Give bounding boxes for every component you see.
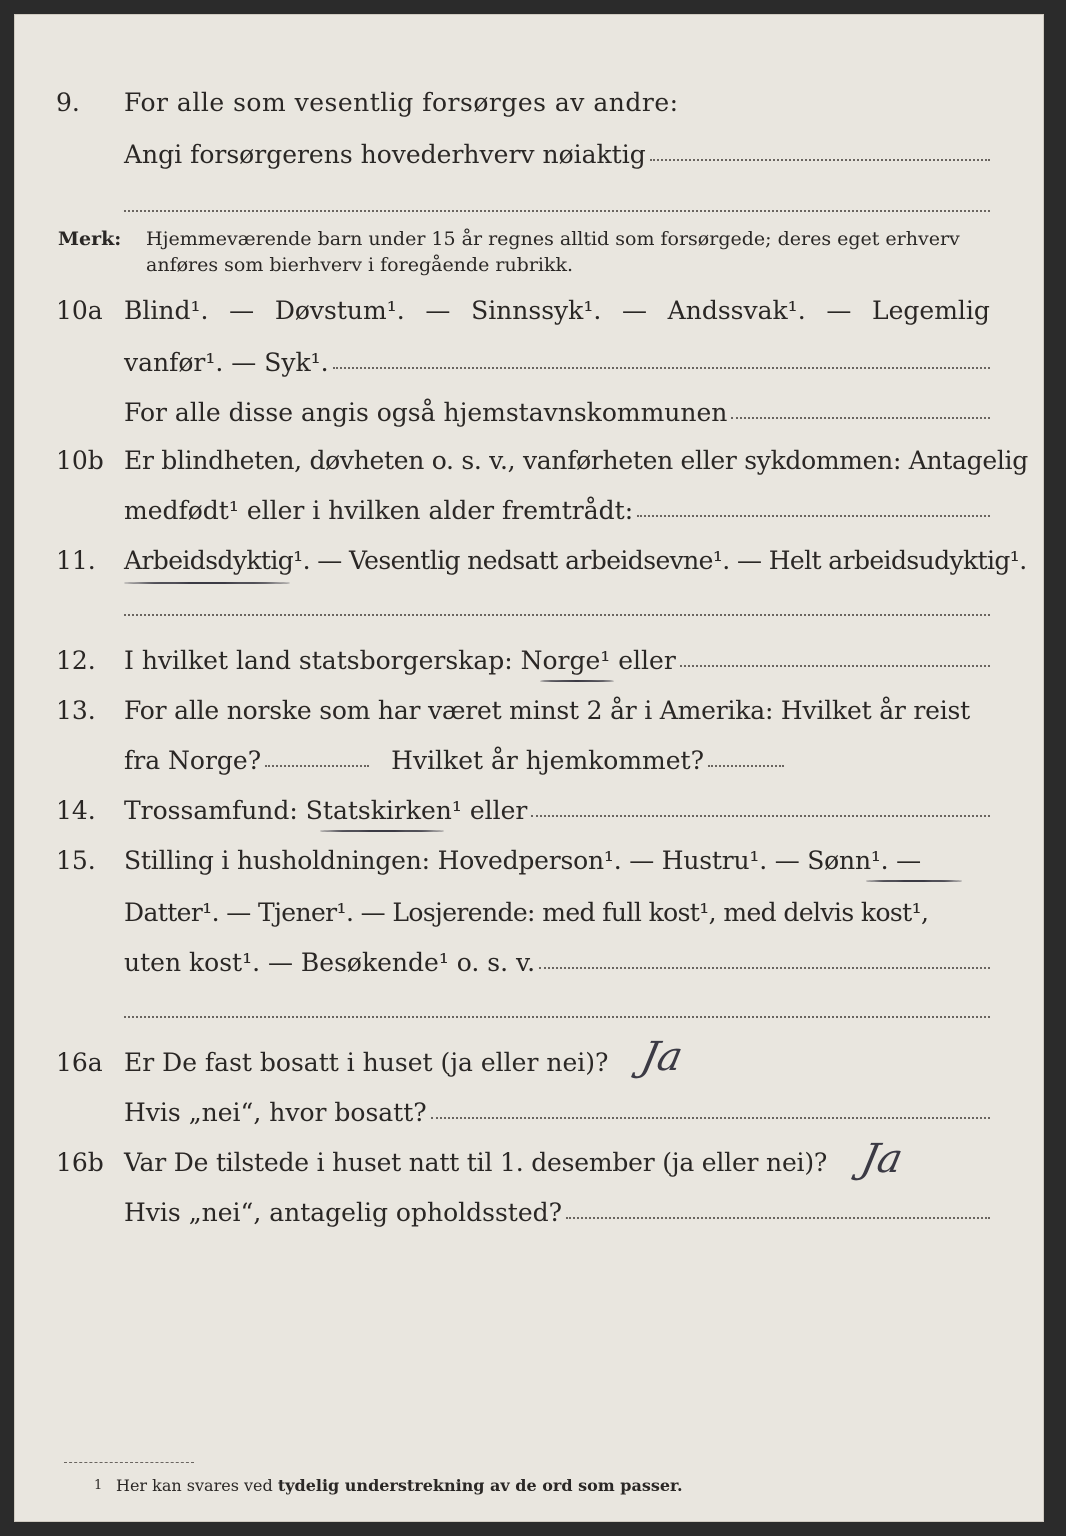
q9-provider-label: Angi forsørgerens hovederhverv nøiaktig [124, 140, 646, 169]
q10b-line1 [0, 446, 1066, 486]
merk-label: Merk: [58, 228, 122, 250]
q14-line1 [0, 796, 1066, 836]
q13-number: 13. [56, 696, 96, 725]
q16b-handwritten-answer: Ja [857, 1136, 907, 1182]
q10a-text3: For alle disse angis også hjemstavnskommunen [124, 398, 728, 427]
opholdssted-field[interactable] [566, 1217, 990, 1219]
q12-number: 12. [56, 646, 96, 675]
q13-reist-label: fra Norge? [124, 746, 262, 775]
hjemkommet-year-field[interactable] [708, 765, 784, 767]
q10b-text2: medfødt¹ eller i hvilken alder fremtrådt: [124, 496, 634, 525]
norge-handwritten-underline [540, 680, 614, 682]
q9-line2 [0, 140, 1066, 180]
q15-text2: Datter¹. — Tjener¹. — Losjerende: med full kost¹, med delvis kost¹, [124, 898, 929, 927]
q10a-line2 [0, 348, 1066, 388]
q10a-number: 10a [56, 296, 103, 325]
footnote-bold-text: tydelig understrekning av de ord som passer. [277, 1476, 683, 1495]
q16b-line1 [0, 1148, 1066, 1188]
q16b-text2: Hvis „nei“, antagelig opholdssted? [124, 1198, 563, 1227]
q11-number: 11. [56, 546, 96, 575]
q15-number: 15. [56, 846, 96, 875]
q16b-line2 [0, 1198, 1066, 1238]
trossamfund-field[interactable] [531, 815, 990, 817]
q11-line1 [0, 546, 1066, 586]
sonn-handwritten-underline [866, 880, 962, 882]
arbeidsdyktig-handwritten-underline [124, 582, 290, 584]
q16a-line1 [0, 1048, 1066, 1088]
q13-line1 [0, 696, 1066, 736]
q9-extra-field[interactable] [124, 210, 990, 212]
merk-line2 [0, 254, 1066, 294]
statskirken-handwritten-underline [320, 830, 444, 832]
q12-text: I hvilket land statsborgerskap: Norge¹ eller [124, 646, 676, 675]
option-dovstum[interactable]: Døvstum¹. [274, 296, 405, 325]
q10a-options: Blind¹. — Døvstum¹. — Sinnssyk¹. — Andssvak¹. — Legemlig [124, 296, 990, 325]
q10b-text1: Er blindheten, døvheten o. s. v., vanførheten eller sykdommen: Antagelig [124, 446, 1028, 475]
q15-text1: Stilling i husholdningen: Hovedperson¹. — Hustru¹. — Sønn¹. — [124, 846, 921, 875]
footnote-text: Her kan svares ved [116, 1476, 278, 1495]
bosatt-field[interactable] [431, 1117, 990, 1119]
q13-hjemkommet-label: Hvilket år hjemkommet? [391, 746, 705, 775]
q12-line1 [0, 646, 1066, 686]
statsborgerskap-field[interactable] [680, 665, 990, 667]
footnote-mark: 1 [94, 1478, 103, 1493]
q9-line1 [0, 88, 1066, 128]
q10b-number: 10b [56, 446, 104, 475]
option-sinnssyk[interactable]: Sinnssyk¹. [471, 296, 602, 325]
q10a-line3 [0, 398, 1066, 438]
q10a-line1 [0, 296, 1066, 336]
q10a-field[interactable] [333, 367, 990, 369]
q10a-text2: vanfør¹. — Syk¹. [124, 348, 329, 377]
q15-text3: uten kost¹. — Besøkende¹ o. s. v. [124, 948, 536, 977]
hjemstavnskommune-field[interactable] [731, 417, 990, 419]
q16a-handwritten-answer: Ja [637, 1034, 687, 1080]
q15-line2 [0, 898, 1066, 938]
q9-provider-field[interactable] [650, 159, 990, 161]
reist-year-field[interactable] [265, 765, 369, 767]
merk-text2: anføres som bierhverv i foregående rubrikk. [146, 254, 574, 276]
q11-extra-field[interactable] [124, 614, 990, 616]
q15-extra-field[interactable] [124, 1016, 990, 1018]
q16a-line2 [0, 1098, 1066, 1138]
q10b-line2 [0, 496, 1066, 536]
q15-field[interactable] [539, 967, 990, 969]
q16b-text1: Var De tilstede i huset natt til 1. desember (ja eller nei)? [124, 1148, 828, 1177]
q16b-number: 16b [56, 1148, 104, 1177]
footnote-rule [64, 1462, 194, 1463]
q9-text: For alle som vesentlig forsørges av andre: [124, 88, 679, 117]
option-blind[interactable]: Blind¹. [124, 296, 209, 325]
q13-line2 [0, 746, 1066, 786]
q16a-text1: Er De fast bosatt i huset (ja eller nei)? [124, 1048, 609, 1077]
q16a-text2: Hvis „nei“, hvor bosatt? [124, 1098, 427, 1127]
option-andssvak[interactable]: Andssvak¹. [667, 296, 806, 325]
q14-number: 14. [56, 796, 96, 825]
q16a-number: 16a [56, 1048, 103, 1077]
q13-text1: For alle norske som har været minst 2 år i Amerika: Hvilket år reist [124, 696, 971, 725]
q10b-field[interactable] [637, 515, 990, 517]
q11-text: Arbeidsdyktig¹. — Vesentlig nedsatt arbeidsevne¹. — Helt arbeidsudyktig¹. [124, 546, 1027, 575]
q14-text: Trossamfund: Statskirken¹ eller [124, 796, 528, 825]
q15-line3 [0, 948, 1066, 988]
q9-number: 9. [56, 88, 80, 117]
option-legemlig[interactable]: Legemlig [872, 296, 990, 325]
merk-text1: Hjemmeværende barn under 15 år regnes alltid som forsørgede; deres eget erhverv [146, 228, 960, 250]
